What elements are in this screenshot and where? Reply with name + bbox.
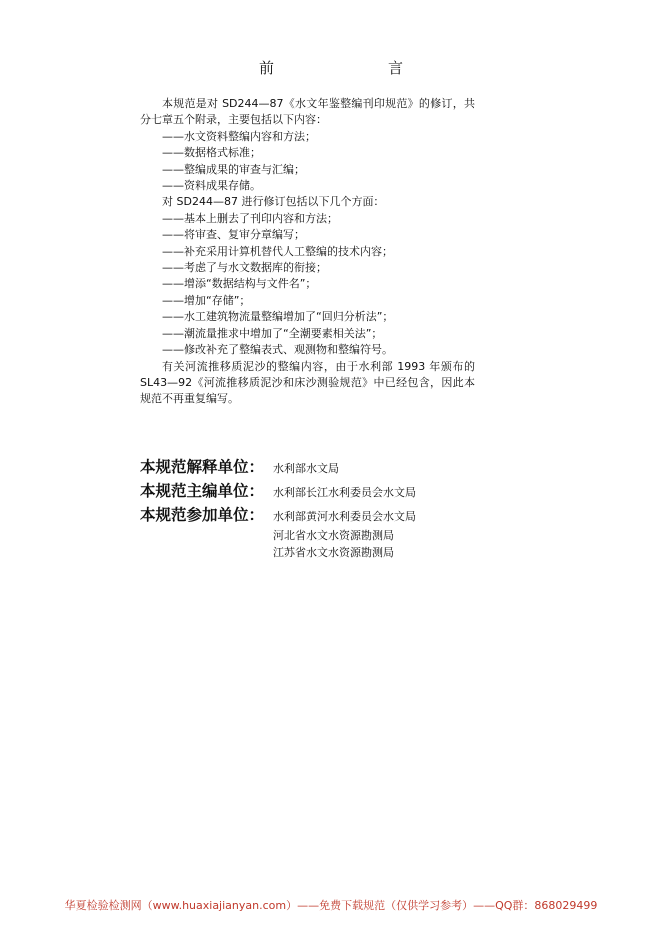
interpret-unit-row: [140, 455, 416, 479]
list-item: ——补充采用计算机替代人工整编的技术内容；: [162, 244, 393, 258]
list-item: ——资料成果存储。: [162, 179, 261, 193]
participate-unit-value: 江苏省水文水资源勘测局: [273, 546, 394, 559]
list-item: ——将审查、复审分章编写；: [162, 228, 305, 242]
interpret-unit-label: 本规范解释单位：: [140, 458, 265, 476]
list-item: ——基本上删去了刊印内容和方法；: [162, 211, 338, 225]
list-item: ——数据格式标准；: [162, 146, 261, 160]
intro-paragraph: 本规范是对 SD244—87《水文年鉴整编刊印规范》的修订，共分七章五个附录，主要包括以下内容：: [140, 97, 475, 127]
chief-unit-row: [140, 479, 416, 503]
page-title: 前 言: [258, 59, 431, 77]
closing-paragraph: 有关河流推移质泥沙的整编内容，由于水利部 1993 年颁布的 SL43—92《河流推移质泥沙和床沙测验规范》中已经包含，因此本规范不再重复编写。: [140, 359, 475, 406]
participate-unit-label: 本规范参加单位：: [140, 506, 265, 524]
foreword-body: [140, 96, 475, 408]
revision-paragraph: 对 SD244—87 进行修订包括以下几个方面：: [162, 195, 385, 209]
list-item: ——整编成果的审查与汇编；: [162, 162, 305, 176]
responsible-units: [140, 455, 416, 561]
interpret-unit-value: 水利部水文局: [273, 462, 339, 475]
list-item: ——修改补充了整编表式、观测物和整编符号。: [162, 343, 393, 357]
list-item: ——水工建筑物流量整编增加了“回归分析法”；: [162, 310, 394, 324]
list-item: ——增添“数据结构与文件名”；: [162, 277, 317, 291]
chief-unit-label: 本规范主编单位：: [140, 482, 265, 500]
participate-unit-row: [140, 503, 416, 527]
list-item: ——增加“存储”；: [162, 293, 251, 307]
list-item: ——水文资料整编内容和方法；: [162, 129, 316, 143]
participate-unit-value: 水利部黄河水利委员会水文局: [273, 510, 416, 523]
list-item: ——考虑了与水文数据库的衔接；: [162, 261, 327, 275]
list-item: ——潮流量推求中增加了“全潮要素相关法”；: [162, 326, 383, 340]
footer-watermark: 华夏检验检测网（www.huaxiajianyan.com）——免费下载规范（仅供学习参考）——QQ群：868029499: [64, 899, 598, 912]
chief-unit-value: 水利部长江水利委员会水文局: [273, 486, 416, 499]
participate-unit-value: 河北省水文水资源勘测局: [273, 529, 394, 542]
